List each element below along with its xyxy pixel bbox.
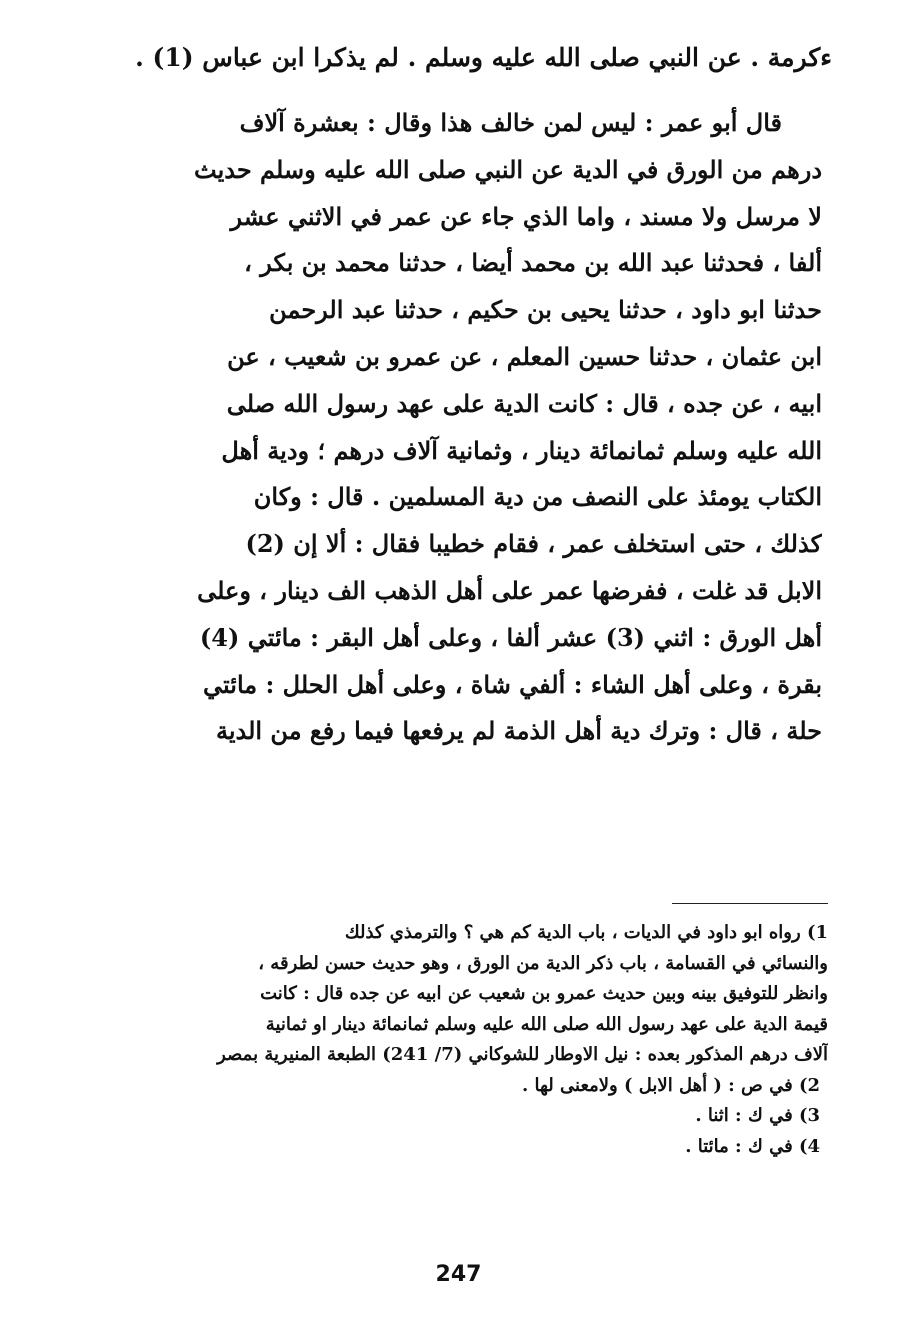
footnote-line: 2) في ص : ( أهل الابل ) ولامعنى لها . [521, 1074, 820, 1096]
footnote-divider [672, 903, 828, 904]
body-line: كذلك ، حتى استخلف عمر ، فقام خطيبا فقال : ألا إن (2) [245, 529, 822, 559]
footnote-line: والنسائي في القسامة ، باب ذكر الدية من الورق ، وهو حديث حسن لطرقه ، [258, 952, 828, 974]
footnote-line: آلاف درهم المذكور بعده : نيل الاوطار للشوكاني (7/ 241) الطبعة المنيرية بمصر [217, 1044, 828, 1065]
body-line: أهل الورق : اثني (3) عشر ألفا ، وعلى أهل البقر : مائتي (4) [199, 622, 822, 652]
body-line: لا مرسل ولا مسند ، واما الذي جاء عن عمر في الاثني عشر [230, 201, 822, 231]
body-line: ابن عثمان ، حدثنا حسين المعلم ، عن عمرو بن شعيب ، عن [227, 341, 822, 371]
footnote-line: وانظر للتوفيق بينه وبين حديث عمرو بن شعيب عن ابيه عن جده قال : كانت [260, 983, 828, 1004]
body-line: الابل قد غلت ، ففرضها عمر على أهل الذهب الف دينار ، وعلى [197, 575, 822, 605]
body-line: قال أبو عمر : ليس لمن خالف هذا وقال : بعشرة آلاف [239, 108, 782, 137]
footnote-line: 1) رواه ابو داود في الديات ، باب الدية كم هي ؟ والترمذي كذلك [344, 922, 828, 943]
continuation-line: ءكرمة . عن النبي صلى الله عليه وسلم . لم يذكرا ابن عباس (1) . [135, 43, 832, 72]
main-body-text [186, 100, 822, 755]
body-line: ألفا ، فحدثنا عبد الله بن محمد أيضا ، حدثنا محمد بن بكر ، [244, 248, 822, 278]
footnote-line: قيمة الدية على عهد رسول الله صلى الله عليه وسلم ثمانمائة دينار او ثمانية [265, 1013, 828, 1035]
footnotes-section [188, 918, 828, 1162]
body-line: بقرة ، وعلى أهل الشاء : ألفي شاة ، وعلى أهل الحلل : مائتي [203, 669, 822, 699]
body-line: الله عليه وسلم ثمانمائة دينار ، وثمانية آلاف درهم ؛ ودية أهل [221, 435, 822, 465]
footnote-line: 3) في ك : اثنا . [695, 1105, 820, 1126]
body-line: درهم من الورق في الدية عن النبي صلى الله عليه وسلم حديث [194, 154, 822, 184]
footnote-line: 4) في ك : مائتا . [685, 1135, 820, 1157]
body-line: حدثنا ابو داود ، حدثنا يحيى بن حكيم ، حدثنا عبد الرحمن [269, 295, 822, 325]
body-line: حلة ، قال : وترك دية أهل الذمة لم يرفعها فيما رفع من الدية [215, 716, 822, 746]
page-number: 247 [435, 1262, 482, 1287]
body-line: ابيه ، عن جده ، قال : كانت الدية على عهد رسول الله صلى [226, 388, 822, 418]
body-line: الكتاب يومئذ على النصف من دية المسلمين . قال : وكان [253, 482, 822, 512]
